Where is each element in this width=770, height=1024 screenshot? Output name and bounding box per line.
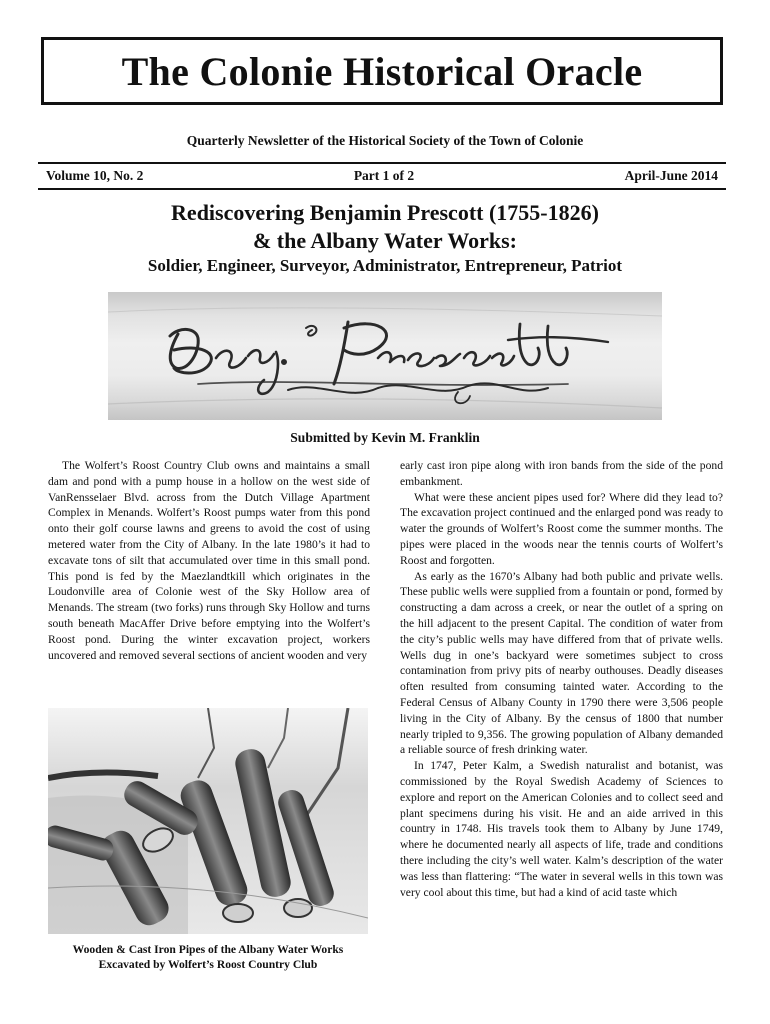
- paragraph: What were these ancient pipes used for? Where did they lead to? The excavation project continued and the enlarged pond was ready to water the grounds of Wolfert’s Roost come the summer months. The pipes were placed in the woods near the tennis courts of Wolfert’s Roost and forgotten.: [400, 490, 723, 567]
- article-kicker: Soldier, Engineer, Surveyor, Administrator, Entrepreneur, Patriot: [147, 256, 623, 275]
- article-byline: Submitted by Kevin M. Franklin: [290, 430, 480, 445]
- headline-line-2: & the Albany Water Works:: [252, 228, 518, 253]
- article-headline: [0, 199, 770, 255]
- caption-line-2: Excavated by Wolfert’s Roost Country Club: [98, 958, 318, 971]
- signature-photo: [108, 292, 662, 420]
- issue-volume: Volume 10, No. 2: [46, 168, 144, 183]
- issue-bar: [38, 162, 726, 190]
- paragraph: As early as the 1670’s Albany had both public and private wells. These public wells were supplied from a fountain or pond, formed by constructing a dam across a creek, or near the outlet of a spring on the hill adjacent to the present Capital. The condition of water from the city’s public wells may have differed from that of private wells. Wells dug in one’s backyard were sometimes subject to cross contamination from privy pits of nearby outhouses. Deadly diseases often resulted from consuming tainted water. According to the Federal Census of Albany County in 1790 there were 3,506 people living in the City of Albany. By the census of 1800 that number nearly tripled to 9,356. The growing population of Albany demanded a reliable source of fresh drinking water.: [400, 569, 723, 757]
- issue-date: April-June 2014: [624, 168, 718, 183]
- issue-part: Part 1 of 2: [353, 168, 415, 183]
- newsletter-title: The Colonie Historical Oracle: [121, 48, 643, 94]
- article-column-right: [400, 458, 723, 900]
- paragraph: The Wolfert’s Roost Country Club owns and maintains a small dam and pond with a pump house in a hollow on the west side of VanRensselaer Blvd. across from the Dutch Village Apartment Complex in Menands. Wolfert’s Roost pumps water from this pond onto their golf course lawns and greens to avoid the cost of using metered water from the City of Albany. In the late 1980’s it had to excavate tons of silt that accumulated over time in this small pond. This pond is fed by the Maezlandtkill which originates in the Loudonville area of Colonie west of the Sky Hollow area of Menands. The stream (two forks) runs through Sky Hollow and turns south beneath MacAffer Drive before emptying into the Wolfert’s Roost pond. During the winter excavation project, workers uncovered and removed several sections of ancient wooden and very: [48, 459, 370, 662]
- photo-caption: [48, 942, 368, 972]
- pipes-photo: [48, 708, 368, 934]
- paragraph: In 1747, Peter Kalm, a Swedish naturalist and botanist, was commissioned by the Royal Swedish Academy of Sciences to explore and report on the American Colonies and to collect seed and plant specimens during his visit. He and an aide arrived in this country in 1748. His travels took them to Albany by June 1749, where he documented nearly all aspects of life, trade and conditions there including the city’s well water. Kalm’s description of the water was less than flattering: “The water in several wells in this town was very cool about this time, but had a kind of acid taste which: [400, 759, 723, 899]
- pipes-image: [48, 708, 368, 934]
- caption-line-1: Wooden & Cast Iron Pipes of the Albany Water Works: [72, 943, 344, 956]
- headline-line-1: Rediscovering Benjamin Prescott (1755-1826): [171, 200, 599, 225]
- newsletter-subtitle: Quarterly Newsletter of the Historical Society of the Town of Colonie: [186, 133, 584, 148]
- signature-image: [108, 292, 662, 420]
- article-column-left: [48, 458, 370, 663]
- paragraph: early cast iron pipe along with iron bands from the side of the pond embankment.: [400, 459, 723, 488]
- masthead-box: [41, 37, 723, 105]
